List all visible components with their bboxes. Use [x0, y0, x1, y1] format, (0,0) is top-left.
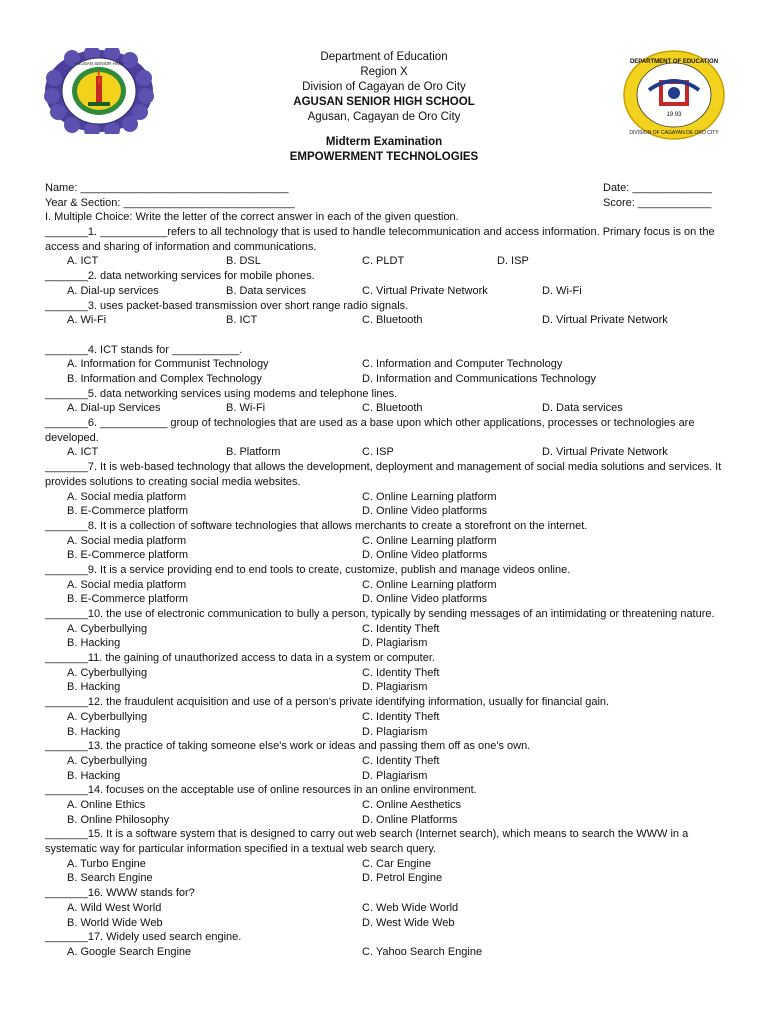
- options-row: [45, 725, 725, 740]
- score-field[interactable]: Score: ____________: [603, 196, 712, 209]
- option: C. Online Learning platform: [362, 578, 497, 591]
- option: D. Data services: [542, 402, 623, 415]
- option: B. Search Engine: [67, 872, 153, 885]
- question-3: _______3. uses packet-based transmission over short range radio signals.: [45, 299, 409, 312]
- option: B. E-Commerce platform: [67, 593, 189, 606]
- options-row: [45, 254, 725, 269]
- option: B. Hacking: [67, 725, 121, 738]
- options-row: [45, 813, 725, 828]
- option: B. Wi-Fi: [226, 402, 266, 415]
- option: B. DSL: [226, 255, 261, 268]
- option: A. Dial-up services: [67, 284, 159, 297]
- option: C. Identity Theft: [362, 622, 440, 635]
- options-row: [45, 857, 725, 872]
- option: C. Car Engine: [362, 857, 432, 870]
- option: C. Online Learning platform: [362, 534, 497, 547]
- question-2: _______2. data networking services for mobile phones.: [45, 270, 315, 283]
- option: A. Social media platform: [67, 534, 187, 547]
- exam-title: Midterm Examination: [325, 136, 443, 148]
- question-8: _______8. It is a collection of software technologies that allows merchants to create a storefront on the internet.: [45, 519, 588, 532]
- options-row: [45, 534, 725, 549]
- option: B. Online Philosophy: [67, 813, 170, 826]
- question-13: _______13. the practice of taking someone else's work or ideas and passing them off as one's own.: [45, 740, 531, 753]
- option: C. Identity Theft: [362, 666, 440, 679]
- options-row: [45, 372, 725, 387]
- option: A. Turbo Engine: [67, 857, 146, 870]
- option: A. Cyberbullying: [67, 754, 148, 767]
- option: A. ICT: [67, 255, 99, 268]
- exam-content: [45, 181, 725, 960]
- option: D. Plagiarism: [362, 681, 428, 694]
- question-17: _______17. Widely used search engine.: [45, 931, 242, 944]
- option: D. Plagiarism: [362, 725, 428, 738]
- svg-text:AGUSAN SENIOR HIGH: AGUSAN SENIOR HIGH: [73, 61, 125, 66]
- option: A. Wild West World: [67, 901, 162, 914]
- exam-subject: EMPOWERMENT TECHNOLOGIES: [289, 151, 479, 163]
- option: A. Social media platform: [67, 490, 187, 503]
- date-field[interactable]: Date: _____________: [603, 182, 712, 194]
- options-row: [45, 622, 725, 637]
- options-row: [45, 666, 725, 681]
- option: C. ISP: [362, 446, 394, 459]
- question-11: _______11. the gaining of unauthorized access to data in a system or computer.: [45, 652, 435, 665]
- option: B. ICT: [226, 314, 258, 327]
- question-7: _______7. It is web-based technology that allows the development, deployment and management of social media solutions and services. It provides solutions to creating social media websites.: [45, 461, 722, 488]
- options-row: [45, 578, 725, 593]
- option: B. Hacking: [67, 681, 121, 694]
- options-row: [45, 284, 725, 299]
- option: A. Cyberbullying: [67, 622, 148, 635]
- options-row: [45, 945, 725, 960]
- header-department: Department of Education: [320, 51, 448, 63]
- option: D. Plagiarism: [362, 769, 428, 782]
- options-row: [45, 548, 725, 563]
- instructions: I. Multiple Choice: Write the letter of the correct answer in each of the given question.: [45, 211, 459, 224]
- option: C. Yahoo Search Engine: [362, 945, 483, 958]
- option: C. Virtual Private Network: [362, 284, 488, 297]
- question-15: _______15. It is a software system that is designed to carry out web search (Internet search), which means to search the WWW in a systematic way for particular information specified in a textual web search query.: [45, 828, 689, 856]
- option: C. Information and Computer Technology: [362, 358, 563, 371]
- option: A. Dial-up Services: [67, 402, 161, 415]
- header-division: Division of Cagayan de Oro City: [302, 81, 466, 93]
- name-date-row: [45, 181, 725, 196]
- option: B. Platform: [226, 446, 281, 459]
- option: C. Identity Theft: [362, 710, 440, 723]
- option: A. Social media platform: [67, 578, 187, 591]
- option: D. Plagiarism: [362, 637, 428, 650]
- option: C. PLDT: [362, 255, 405, 268]
- options-row: [45, 401, 725, 416]
- options-row: [45, 798, 725, 813]
- option: D. Information and Communications Technology: [362, 372, 596, 385]
- options-row: [45, 636, 725, 651]
- header-school: AGUSAN SENIOR HIGH SCHOOL: [293, 96, 475, 108]
- options-row: [45, 680, 725, 695]
- option: C. Online Learning platform: [362, 490, 497, 503]
- option: A. ICT: [67, 446, 99, 459]
- option: C. Web Wide World: [362, 901, 459, 914]
- option: D. Online Platforms: [362, 813, 458, 826]
- option: B. Information and Complex Technology: [67, 372, 262, 385]
- question-16: _______16. WWW stands for?: [45, 887, 195, 900]
- question-6: _______6. ___________ group of technologies that are used as a base upon which other applications, processes or technologies are developed.: [45, 417, 695, 444]
- options-row: [45, 504, 725, 519]
- options-row: [45, 710, 725, 725]
- option: A. Wi-Fi: [67, 314, 107, 327]
- section-field[interactable]: Year & Section: ____________________________: [45, 196, 295, 209]
- name-field[interactable]: Name: __________________________________: [45, 182, 289, 194]
- options-row: [45, 592, 725, 607]
- option: D. Virtual Private Network: [542, 446, 668, 459]
- header-region: Region X: [360, 66, 408, 78]
- option: D. Virtual Private Network: [542, 314, 668, 327]
- options-row: [45, 769, 725, 784]
- option: D. West Wide Web: [362, 916, 455, 929]
- options-row: [45, 916, 725, 931]
- option: B. E-Commerce platform: [67, 549, 189, 562]
- option: A. Google Search Engine: [67, 945, 192, 958]
- options-row: [45, 445, 725, 460]
- option: C. Bluetooth: [362, 402, 423, 415]
- options-row: [45, 313, 725, 328]
- question-14: _______14. focuses on the acceptable use of online resources in an online environment.: [45, 784, 477, 797]
- option: B. Data services: [226, 284, 307, 297]
- option: D. Online Video platforms: [362, 593, 488, 606]
- option: D. Online Video platforms: [362, 505, 488, 518]
- question-10: _______10. the use of electronic communication to bully a person, typically by sending messages of an intimidating or threatening nature.: [45, 608, 715, 621]
- option: B. Hacking: [67, 769, 121, 782]
- option: A. Online Ethics: [67, 798, 146, 811]
- svg-text:DEPARTMENT OF EDUCATION: DEPARTMENT OF EDUCATION: [629, 59, 719, 65]
- option: D. Wi-Fi: [542, 284, 582, 297]
- option: A. Cyberbullying: [67, 666, 148, 679]
- options-row: [45, 901, 725, 916]
- question-1: _______1. ___________refers to all technology that is used to handle telecommunication and access information. Primary focus is on the access and sharing of information and communications.: [45, 226, 715, 253]
- options-row: [45, 871, 725, 886]
- question-4: _______4. ICT stands for ___________.: [45, 343, 243, 356]
- question-5: _______5. data networking services using modems and telephone lines.: [45, 387, 398, 400]
- option: C. Identity Theft: [362, 754, 440, 767]
- option: A. Information for Communist Technology: [67, 358, 269, 371]
- option: D. Online Video platforms: [362, 549, 488, 562]
- document-header: [0, 50, 768, 165]
- option: C. Online Aesthetics: [362, 798, 462, 811]
- option: B. Hacking: [67, 637, 121, 650]
- section-score-row: [45, 196, 725, 211]
- option: A. Cyberbullying: [67, 710, 148, 723]
- header-address: Agusan, Cagayan de Oro City: [307, 111, 461, 123]
- svg-text:DIVISION OF CAGAYAN DE ORO CIT: DIVISION OF CAGAYAN DE ORO CITY: [629, 130, 719, 136]
- option: D. Petrol Engine: [362, 872, 443, 885]
- option: D. ISP: [497, 255, 529, 268]
- options-row: [45, 357, 725, 372]
- question-9: _______9. It is a service providing end to end tools to create, customize, publish and manage videos online.: [45, 563, 571, 576]
- options-row: [45, 490, 725, 505]
- options-row: [45, 754, 725, 769]
- option: B. E-Commerce platform: [67, 505, 189, 518]
- option: B. World Wide Web: [67, 916, 163, 929]
- question-12: _______12. the fraudulent acquisition and use of a person's private identifying information, usually for financial gain.: [45, 696, 610, 709]
- svg-text:19 93: 19 93: [666, 112, 682, 118]
- option: C. Bluetooth: [362, 314, 423, 327]
